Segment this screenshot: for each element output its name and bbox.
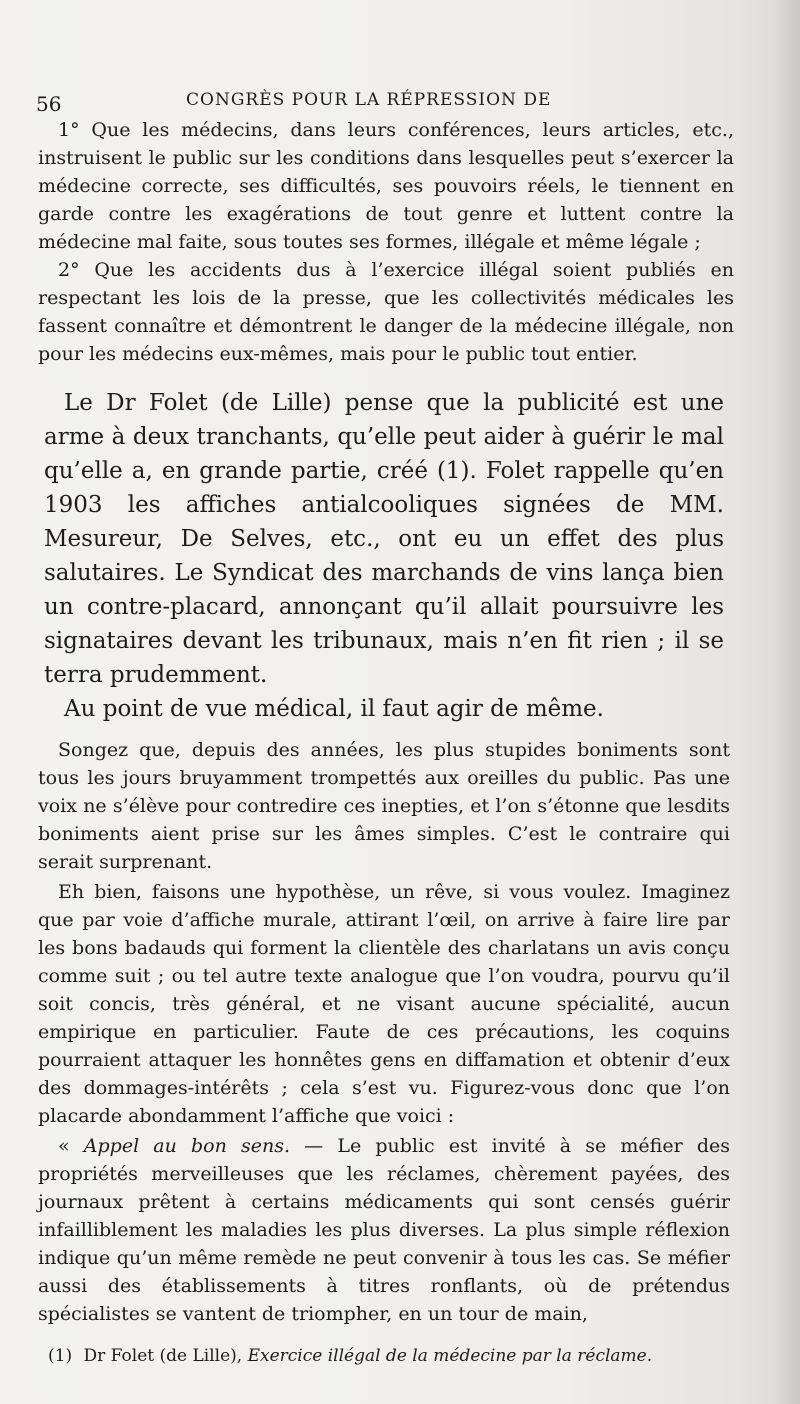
appel-prefix: «	[58, 1135, 84, 1157]
folet-paragraph: Le Dr Folet (de Lille) pense que la publicité est une arme à deux tranchants, qu’elle peut aider à guérir le mal qu’elle a, en grande partie, créé (1). Folet rappelle qu’en 1903 les affiches antialcooliques signées de MM. Mesureur, De Selves, etc., ont eu un effet des plus salutaires. Le Syndicat des marchands de vins lança bien un contre-placard, annonçant qu’il allait poursuivre les signataires devant les tribunaux, mais n’en fit rien ; il se terra prudemment.	[44, 390, 724, 688]
songez-paragraph: Songez que, depuis des années, les plus stupides boniments sont tous les jours bruyamment trompettés aux oreilles du public. Pas une voix ne s’élève pour contredire ces inepties, et l’on s’étonne que lesdits boniments aient prise sur les âmes simples. C’est le contraire qui serait surprenant.	[38, 739, 730, 873]
running-head: CONGRÈS POUR LA RÉPRESSION DE	[186, 90, 552, 110]
page-header	[36, 82, 734, 116]
hypothese-paragraph: Eh bien, faisons une hypothèse, un rêve, si vous voulez. Imaginez que par voie d’affiche murale, attirant l’œil, on arrive à faire lire par les bons badauds qui forment la clientèle des charlatans un avis conçu comme suit ; ou tel autre texte analogue que l’on voudra, pourvu qu’il soit concis, très général, et ne visant aucune spécialité, aucun empirique en particulier. Faute de ces précautions, les coquins pourraient attaquer les honnêtes gens en diffamation et obtenir d’eux des dommages-intérêts ; cela s’est vu. Figurez-vous donc que l’on placarde abondamment l’affiche que voici :	[38, 881, 730, 1127]
page-number: 56	[36, 92, 62, 116]
resolution-2: 2° Que les accidents dus à l’exercice illégal soient publiés en respectant les lois de la presse, que les collectivités médicales les fassent connaître et démontrent le danger de la médecine illégale, non pour les médecins eux-mêmes, mais pour le public tout entier.	[38, 259, 734, 365]
page-edge-shadow	[774, 0, 800, 1404]
resolutions-section	[38, 116, 734, 368]
folet-section	[44, 386, 724, 726]
footnote-title: Exercice illégal de la médecine par la réclame.	[247, 1346, 653, 1366]
resolution-1: 1° Que les médecins, dans leurs conférences, leurs articles, etc., instruisent le public sur les conditions dans lesquelles peut s’exercer la médecine correcte, ses difficultés, ses pouvoirs réels, le tiennent en garde contre les exagérations de tout genre et luttent contre la médecine mal faite, sous toutes ses formes, illégale et même légale ;	[38, 119, 734, 253]
appel-title: Appel au bon sens.	[83, 1135, 291, 1157]
appel-paragraph	[38, 1132, 730, 1328]
footnote-author: Dr Folet (de Lille),	[83, 1346, 243, 1366]
discussion-section	[38, 736, 730, 1328]
medical-point-paragraph: Au point de vue médical, il faut agir de même.	[64, 696, 604, 722]
footnote-mark: (1)	[48, 1346, 73, 1366]
appel-text: — Le public est invité à se méfier des propriétés merveilleuses que les réclames, chèrement payées, des journaux prêtent à certains médicaments qui sont censés guérir infailliblement les maladies les plus diverses. La plus simple réflexion indique qu’un même remède ne peut convenir à tous les cas. Se méfier aussi des établissements à titres ronflants, où de prétendus spécialistes se vantent de triompher, en un tour de main,	[38, 1135, 730, 1325]
footnote	[38, 1344, 734, 1368]
